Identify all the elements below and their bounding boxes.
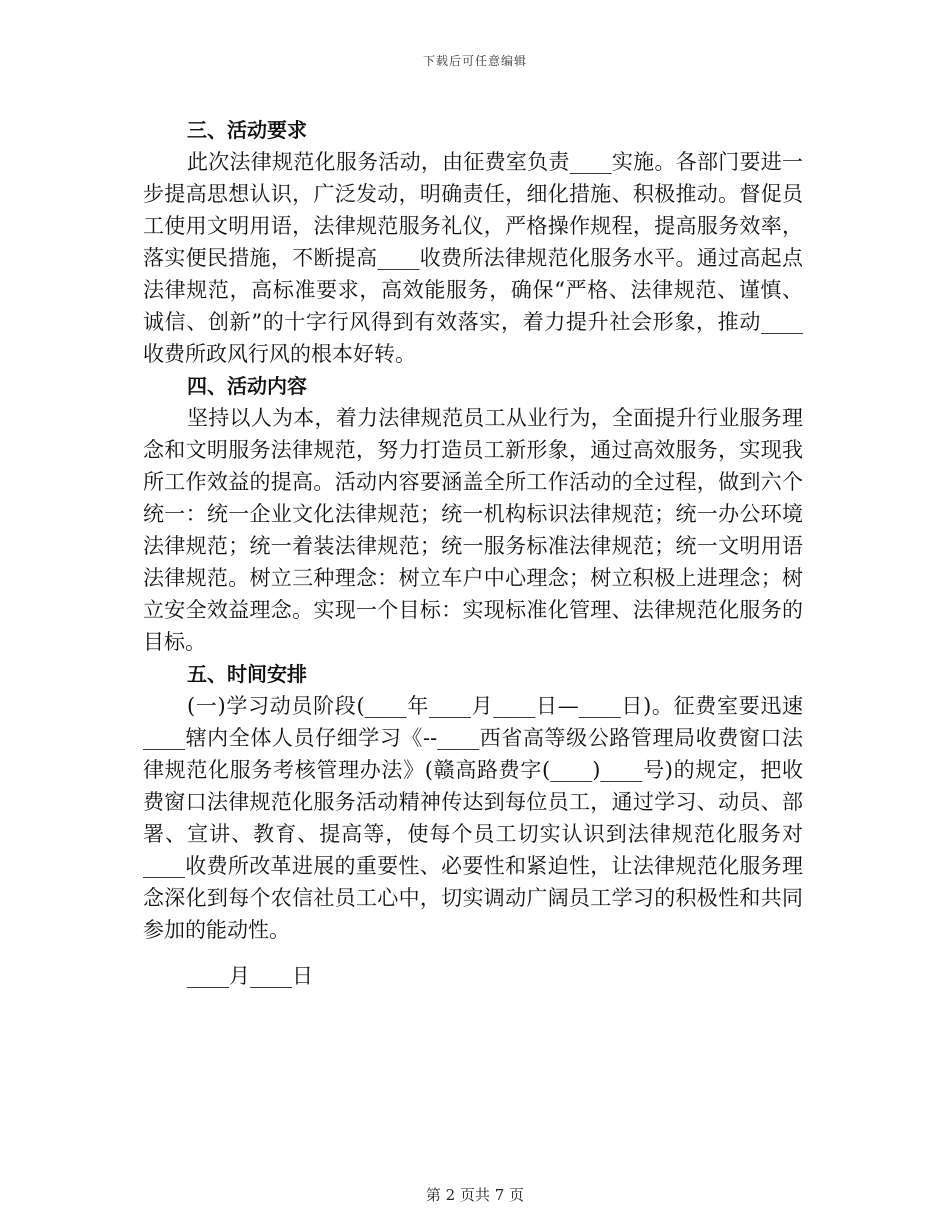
document-body — [143, 114, 803, 992]
date-line: ____月____日 — [187, 964, 313, 988]
section-paragraph-activity-content: 坚持以人为本，着力法律规范员工从业行为，全面提升行业服务理念和文明服务法律规范，努力打造员工新形象，通过高效服务，实现我所工作效益的提高。活动内容要涵盖全所工作活动的全过程，做到六个统一：统一企业文化法律规范；统一机构标识法律规范；统一办公环境法律规范；统一着装法律规范；统一服务标准法律规范；统一文明用语法律规范。树立三种理念：树立车户中心理念；树立积极上进理念；树立安全效益理念。实现一个目标：实现标准化管理、法律规范化服务的目标。 — [143, 406, 803, 654]
page-footer: 第 2 页共 7 页 — [425, 1186, 525, 1204]
section-heading-activity-requirements: 三、活动要求 — [187, 118, 307, 142]
section-paragraph-activity-requirements: 此次法律规范化服务活动，由征费室负责____实施。各部门要进一步提高思想认识，广泛发动，明确责任，细化措施、积极推动。督促员工使用文明用语，法律规范服务礼仪，严格操作规程，提高服务效率，落实便民措施，不断提高____收费所法律规范化服务水平。通过高起点法律规范，高标准要求，高效能服务，确保“严格、法律规范、谨慎、诚信、创新”的十字行风得到有效落实，着力提升社会形象，推动____收费所政风行风的根本好转。 — [143, 150, 803, 366]
section-heading-activity-content: 四、活动内容 — [187, 374, 307, 398]
page-header: 下载后可任意编辑 — [422, 54, 527, 68]
spacer — [143, 946, 803, 960]
section-heading-time-schedule: 五、时间安排 — [187, 662, 307, 686]
section-paragraph-time-schedule: (一)学习动员阶段(____年____月____日—____日)。征费室要迅速____辖内全体人员仔细学习《--____西省高等级公路管理局收费窗口法律规范化服务考核管理办法》(赣高路费字(____)____号)的规定，把收费窗口法律规范化服务活动精神传达到每位员工，通过学习、动员、部署、宣讲、教育、提高等，使每个员工切实认识到法律规范化服务对____收费所改革进展的重要性、必要性和紧迫性，让法律规范化服务理念深化到每个农信社员工心中，切实调动广阔员工学习的积极性和共同参加的能动性。 — [143, 694, 803, 942]
